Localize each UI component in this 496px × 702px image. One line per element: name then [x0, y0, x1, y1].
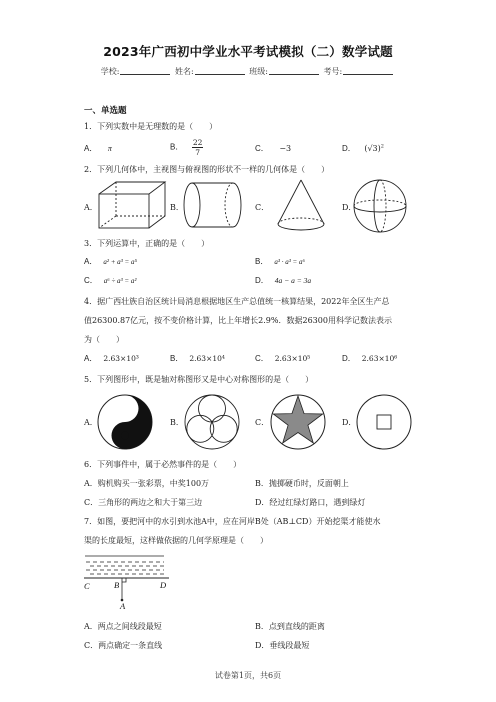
name-blank[interactable]: [195, 66, 245, 75]
question-7-stem-line-2: 渠的长度最短，这样做依据的几何学原理是（ ）: [84, 536, 268, 545]
square-circle-figure: [356, 394, 412, 450]
q1-option-c: C． −3: [255, 144, 292, 153]
q7-option-b: B．点到直线的距离: [255, 622, 325, 631]
q2-option-b: B．: [170, 203, 184, 212]
q6-option-d: D．经过红绿灯路口，遇到绿灯: [255, 498, 366, 507]
q3-option-c: C． a⁶ ÷ a³ = a²: [84, 276, 137, 285]
q3-option-a: A． a² + a³ = a⁵: [84, 257, 137, 266]
q7-option-c: C．两点确定一条直线: [84, 641, 163, 650]
figure-label-a: A: [120, 601, 126, 611]
question-3-stem: 3．下列运算中，正确的是（ ）: [84, 239, 210, 248]
sphere-figure: [352, 178, 408, 234]
question-2-stem: 2．下列几何体中，主视图与俯视图的形状不一样的几何体是（ ）: [84, 165, 330, 174]
yin-yang-figure: [97, 394, 153, 450]
class-label: 班级:: [249, 67, 268, 76]
q1-option-b: B． $\frac{22}{7}$: [170, 138, 203, 157]
q4-option-c: C． 2.63×10⁵: [255, 354, 311, 363]
q1-option-a: A． π: [84, 144, 112, 153]
question-6-stem: 6．下列事件中，属于必然事件的是（ ）: [84, 460, 242, 469]
figure-label-c: C: [84, 581, 90, 591]
q5-option-d: D．: [342, 418, 357, 427]
q7-option-a: A．两点之间线段最短: [84, 622, 162, 631]
q7-option-d: D．垂线段最短: [255, 641, 310, 650]
q1-option-d: D． $(√3)^2$: [342, 143, 384, 153]
q4-option-d: D． 2.63×10⁶: [342, 354, 398, 363]
section-heading: 一、单选题: [84, 106, 127, 116]
school-label: 学校:: [100, 67, 120, 76]
q3-option-d: D． 4a − a = 3a: [255, 276, 312, 285]
q4-option-a: A． 2.63×10³: [84, 354, 139, 363]
question-5-stem: 5．下列图形中，既是轴对称图形又是中心对称图形的是（ ）: [84, 375, 314, 384]
cylinder-figure: [183, 180, 243, 230]
student-info-line: [0, 66, 496, 77]
q4-option-b: B． 2.63×10⁴: [170, 354, 225, 363]
q3-option-b: B． a³ · a³ = a⁶: [255, 257, 305, 266]
id-label: 考号:: [323, 67, 343, 76]
page-title: 2023年广西初中学业水平考试模拟（二）数学试题: [103, 44, 393, 59]
question-4-stem-line-1: 4．据广西壮族自治区统计局消息根据地区生产总值统一核算结果，2022年全区生产总: [84, 297, 390, 306]
q6-option-b: B．抛掷硬币时，反面朝上: [255, 479, 349, 488]
cone-figure: [273, 178, 329, 232]
figure-label-d: D: [160, 580, 167, 590]
three-circles-figure: [184, 394, 240, 450]
question-1-stem: 1．下列实数中是无理数的是（ ）: [84, 122, 218, 131]
q6-option-c: C．三角形的两边之和大于第三边: [84, 498, 203, 507]
question-7-stem-line-1: 7．如图，要把河中的水引到水池A中，应在河岸B处（AB⊥CD）开始挖渠才能使水: [84, 517, 381, 526]
q2-option-d: D．: [342, 203, 357, 212]
question-4-stem-line-2: 值26300.87亿元，按不变价格计算，比上年增长2.9%．数据26300用科学记数法表示: [84, 316, 392, 325]
q6-option-a: A．购机购买一张彩票，中奖100万: [84, 479, 210, 488]
cube-figure: [98, 180, 168, 230]
q2-option-c: C．: [255, 203, 270, 212]
q5-option-a: A．: [84, 418, 98, 427]
id-blank[interactable]: [343, 66, 393, 75]
question-4-stem-line-3: 为（ ）: [84, 335, 124, 344]
school-blank[interactable]: [120, 66, 170, 75]
star-circle-figure: [270, 394, 326, 450]
class-blank[interactable]: [269, 66, 319, 75]
q2-option-a: A．: [84, 203, 98, 212]
page-footer: 试卷第1页，共6页: [214, 671, 282, 680]
name-label: 姓名:: [175, 67, 194, 76]
q5-option-c: C．: [255, 418, 270, 427]
q5-option-b: B．: [170, 418, 184, 427]
figure-label-b: B: [114, 580, 120, 590]
